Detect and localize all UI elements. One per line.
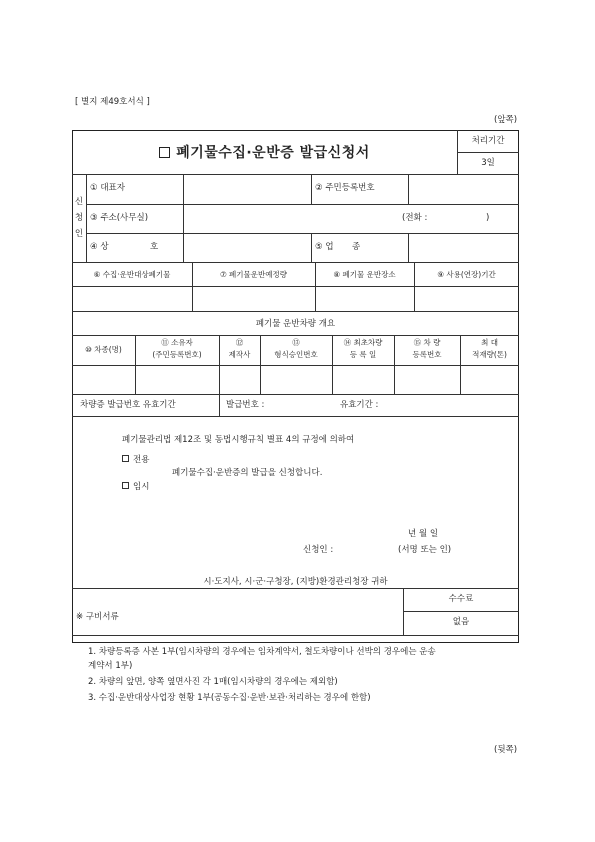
vehicle-type-field[interactable] [73, 366, 134, 393]
owner-header-1: ⑪ 소유자 [161, 338, 193, 347]
waste-type-header: ⑥ 수집·운반대상폐기물 [93, 270, 171, 279]
max-load-header-2: 적재량(톤) [472, 350, 507, 359]
model-approval-header-2: 형식승인번호 [274, 350, 318, 359]
maker-field[interactable] [220, 366, 259, 393]
waste-location-field[interactable] [316, 287, 413, 310]
waste-amount-header: ⑦ 폐기물운반예정량 [219, 270, 288, 279]
registration-number-header-2: 등록번호 [412, 350, 442, 359]
waste-type-field[interactable] [73, 287, 191, 310]
processing-period-value: 3일 [481, 158, 495, 168]
back-page-label: (뒷쪽) [494, 745, 518, 755]
first-registration-field[interactable] [333, 366, 393, 393]
representative-label: ① 대표자 [90, 183, 125, 193]
trade-name-field[interactable] [184, 234, 310, 261]
usage-period-field[interactable] [415, 287, 518, 310]
waste-amount-field[interactable] [193, 287, 314, 310]
representative-field[interactable] [184, 175, 310, 203]
fee-value: 없음 [452, 617, 470, 627]
document-item-2: 2. 차량의 앞면, 양쪽 옆면사진 각 1매(임시차량의 경우에는 제외함) [88, 677, 338, 687]
form-number: [ 별지 제49호서식 ] [75, 97, 150, 107]
applicant-side-label-2: 청 [74, 213, 84, 223]
first-registration-header-2: 등 록 일 [349, 350, 377, 359]
trade-name-label-2: 호 [150, 242, 159, 252]
issue-number-label: 발급번호 : [226, 400, 265, 410]
front-page-label: (앞쪽) [494, 115, 518, 125]
waste-location-header: ⑧ 폐기물 운반장소 [333, 270, 396, 279]
registration-number-field[interactable] [395, 366, 459, 393]
first-registration-header-1: ⑭ 최초차량 [343, 338, 383, 347]
owner-field[interactable] [136, 366, 218, 393]
document-item-3: 3. 수집·운반대상사업장 현황 1부(공동수집·운반·보관·처리하는 경우에 한함) [88, 693, 371, 703]
option-temporary[interactable] [122, 482, 149, 493]
registration-number-header-1: ⑮ 차 량 [413, 338, 441, 347]
resident-number-label: ② 주민등록번호 [315, 183, 375, 193]
owner-header-2: (주민등록번호) [152, 350, 202, 359]
sign-or-seal-label: (서명 또는 인) [398, 545, 452, 555]
checkbox-icon [159, 147, 170, 158]
vehicle-type-header: ⑩ 차종(명) [85, 345, 122, 354]
option-exclusive-label: 전용 [133, 455, 150, 465]
vehicle-section-title: 폐기물 운반차량 개요 [255, 319, 336, 329]
processing-period-label: 처리기간 [471, 136, 505, 146]
address-label: ③ 주소(사무실) [90, 213, 149, 223]
phone-label: (전화 : [402, 213, 428, 223]
legal-basis-text: 폐기물관리법 제12조 및 동법시행규칙 별표 4의 규정에 의하여 [122, 435, 355, 445]
model-approval-header-1: ⑬ [292, 338, 300, 347]
valid-period-label: 유효기간 : [340, 400, 379, 410]
applicant-signature-field[interactable] [342, 542, 397, 558]
maker-header-2: 제작사 [228, 350, 251, 359]
model-approval-field[interactable] [261, 366, 331, 393]
request-text: 폐기물수집·운반증의 발급을 신청합니다. [172, 468, 323, 478]
document-item-1: 1. 차량등록증 사본 1부(임시차량의 경우에는 임차계약서, 철도차량이나 선박의 경우에는 운송 [88, 647, 436, 657]
addressee-text: 시·도지사, 시·군·구청장, (지방)환경관리청장 귀하 [203, 577, 388, 587]
business-type-label-2: 종 [352, 242, 361, 252]
applicant-signature-label: 신청인 : [303, 545, 334, 555]
exclusive-checkbox-icon[interactable] [122, 455, 129, 462]
trade-name-label: ④ 상 [90, 242, 109, 252]
maker-header-1: ⑫ [235, 338, 244, 347]
option-exclusive[interactable] [122, 455, 149, 466]
address-field[interactable] [184, 205, 518, 232]
phone-close: ) [486, 213, 490, 223]
required-documents-label: ※ 구비서류 [76, 612, 119, 622]
date-line: 년 월 일 [408, 529, 439, 539]
max-load-header-1: 최 대 [481, 338, 498, 347]
resident-number-field[interactable] [409, 175, 518, 203]
document-item-1-cont: 계약서 1부) [88, 661, 133, 671]
business-type-label: ⑤ 업 [315, 242, 334, 252]
applicant-side-label-3: 인 [74, 229, 84, 239]
validity-label: 차량증 발급번호 유효기간 [80, 400, 176, 410]
business-type-field[interactable] [409, 234, 518, 261]
temporary-checkbox-icon[interactable] [122, 482, 129, 489]
title-text: 폐기물수집·운반증 발급신청서 [176, 145, 370, 161]
applicant-side-label-1: 신 [74, 197, 84, 207]
fee-label: 수수료 [448, 594, 474, 604]
max-load-field[interactable] [461, 366, 518, 393]
usage-period-header: ⑨ 사용(연장)기간 [437, 270, 496, 279]
option-temporary-label: 임시 [133, 482, 150, 492]
form-title [72, 145, 457, 161]
